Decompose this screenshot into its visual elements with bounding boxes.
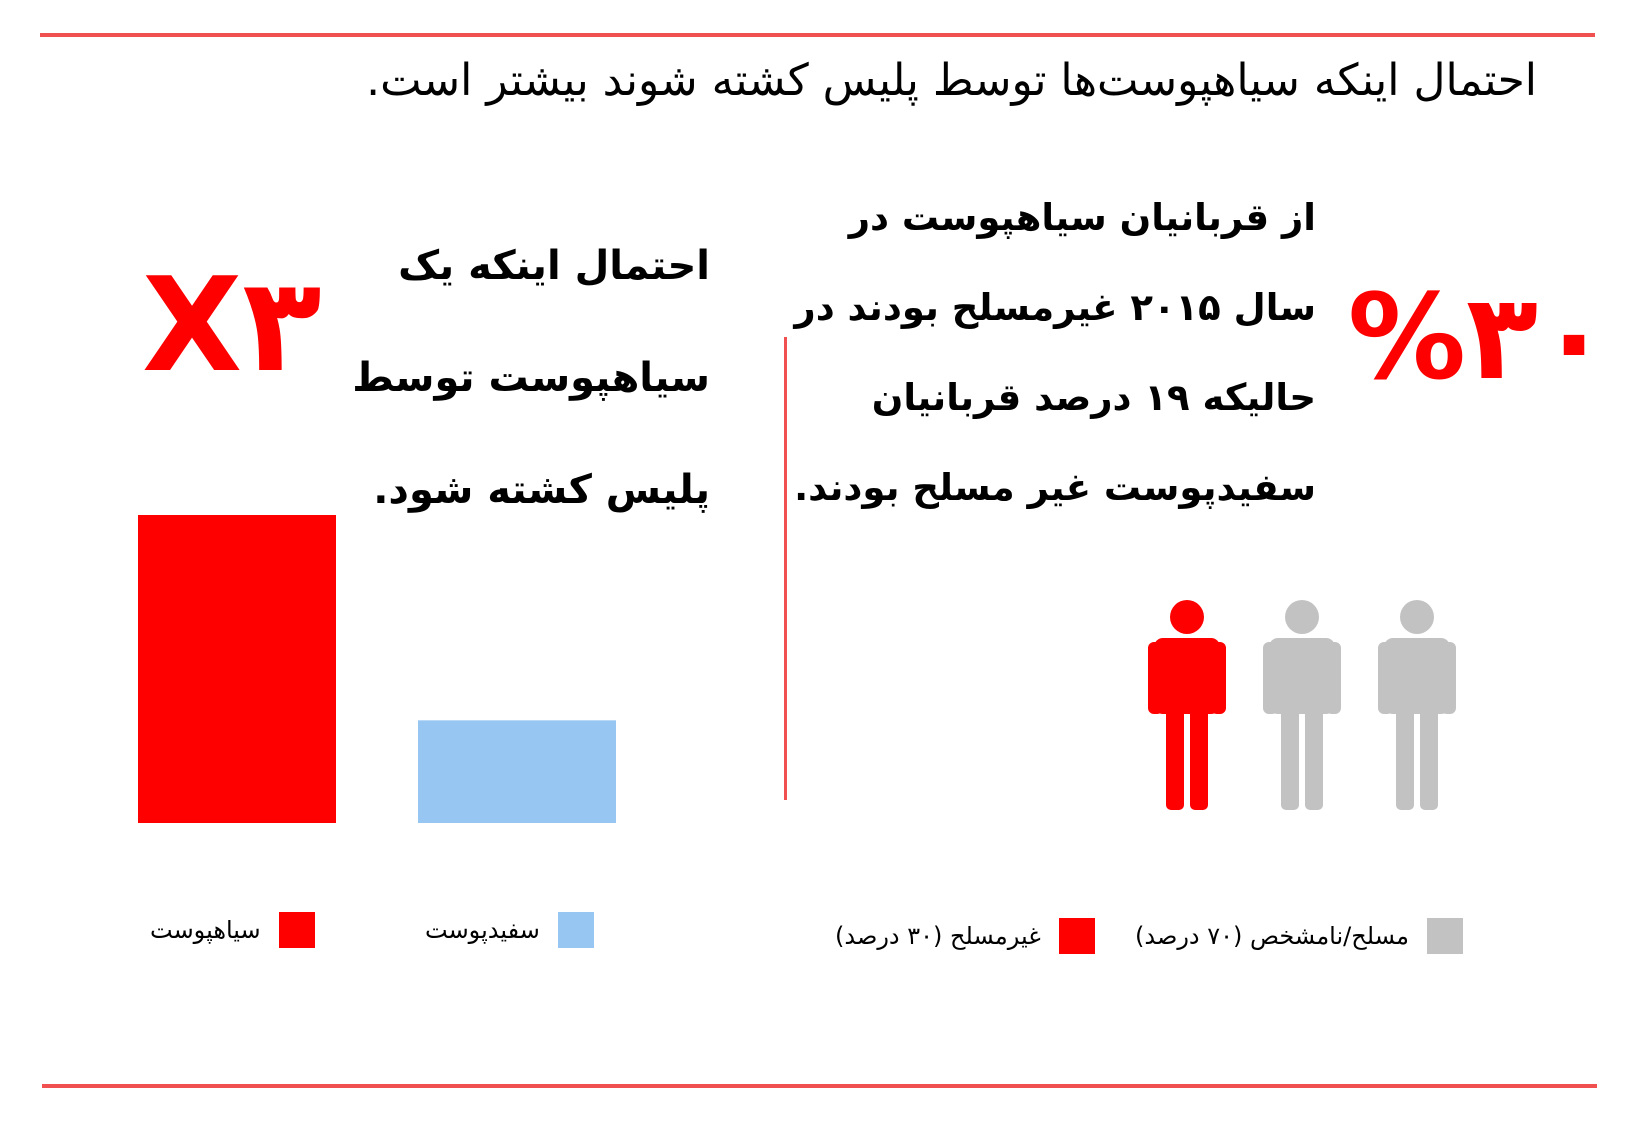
- person-icon-armed: [1263, 600, 1341, 810]
- legend-label-black: سیاهپوست: [150, 916, 261, 944]
- legend-label-unarmed: غیرمسلح (۳۰ درصد): [835, 922, 1041, 950]
- bar-white: [418, 720, 616, 823]
- legend-swatch-unarmed: [1059, 918, 1095, 954]
- left-panel-text: [330, 210, 710, 546]
- big-stat-thirty-percent: %۳۰: [1347, 268, 1610, 406]
- legend-label-white: سفیدپوست: [425, 916, 540, 944]
- right-text-line: سفیدپوست غیر مسلح بودند.: [794, 466, 1316, 509]
- right-text-line: سال ۲۰۱۵ غیرمسلح بودند در: [794, 286, 1316, 329]
- left-text-line: احتمال اینکه یک: [398, 243, 710, 289]
- legend-item-black: [150, 912, 315, 948]
- legend-item-armed: [1135, 918, 1463, 954]
- bottom-rule: [42, 1084, 1597, 1088]
- legend-swatch-black: [279, 912, 315, 948]
- person-icon-armed: [1378, 600, 1456, 810]
- legend-item-unarmed: [835, 918, 1095, 954]
- bar-black: [138, 515, 336, 823]
- person-icon-unarmed: [1148, 600, 1226, 810]
- legend-swatch-white: [558, 912, 594, 948]
- legend-item-white: [425, 912, 594, 948]
- left-text-line: پلیس کشته شود.: [373, 467, 710, 513]
- top-rule: [40, 33, 1595, 37]
- big-stat-times-three: X۳: [142, 249, 322, 401]
- left-text-line: سیاهپوست توسط: [352, 355, 710, 401]
- right-panel-text: [780, 173, 1316, 533]
- right-text-line: از قربانیان سیاهپوست در: [848, 196, 1316, 239]
- legend-swatch-armed: [1427, 918, 1463, 954]
- right-text-line: حالیکه ۱۹ درصد قربانیان: [871, 376, 1316, 419]
- page-title: احتمال اینکه سیاهپوست‌ها توسط پلیس کشته شوند بیشتر است.: [366, 55, 1537, 106]
- legend-label-armed: مسلح/نامشخص (۷۰ درصد): [1135, 922, 1409, 950]
